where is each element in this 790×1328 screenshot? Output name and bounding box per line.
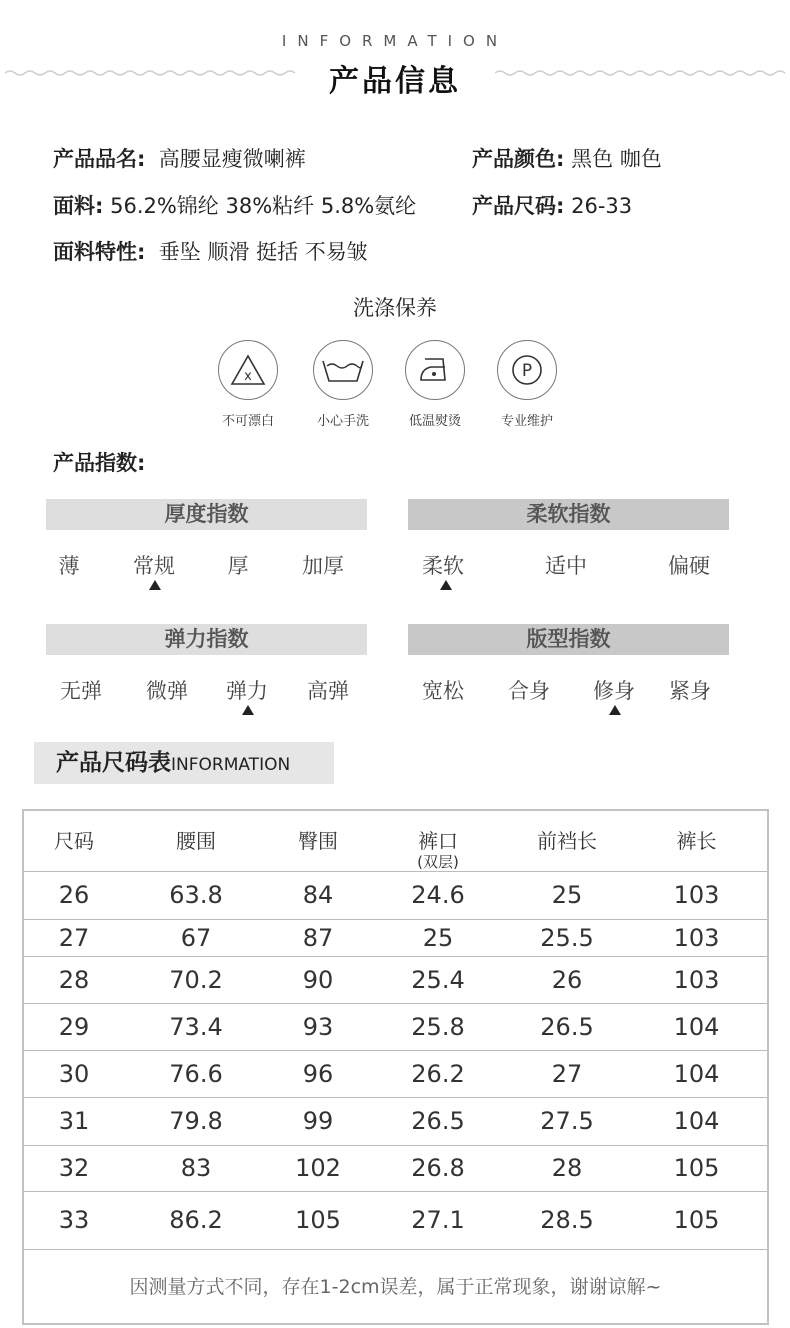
- care-item-no-bleach: [198, 340, 298, 429]
- care-label: 低温熨烫: [408, 414, 461, 429]
- measurement-note: 因测量方式不同，存在1-2cm误差，属于正常现象，谢谢谅解~: [129, 1276, 662, 1298]
- cell-waist: 83: [180, 1154, 212, 1182]
- thickness-option-thin: 薄: [58, 554, 80, 578]
- cell-front-rise: 27: [551, 1059, 583, 1088]
- softness-option-medium: 适中: [545, 554, 587, 578]
- cell-leg-opening: 25.4: [411, 965, 465, 994]
- care-item-low-iron: [385, 340, 485, 429]
- professional-care-icon: [497, 340, 557, 400]
- cell-leg-opening: 25: [422, 923, 454, 952]
- cell-size: 30: [58, 1059, 90, 1088]
- fit-option-tight: 紧身: [669, 679, 711, 703]
- cell-waist: 63.8: [169, 881, 223, 909]
- cell-hip: 93: [302, 1012, 334, 1041]
- cell-hip: 84: [302, 881, 334, 909]
- cell-leg-opening: 25.8: [411, 1012, 465, 1041]
- cell-size: 27: [58, 923, 90, 952]
- cell-leg-opening: 26.8: [411, 1154, 465, 1182]
- cell-waist: 79.8: [169, 1107, 223, 1135]
- product-color-row: [472, 143, 662, 173]
- cell-waist: 67: [180, 923, 212, 952]
- fit-option-regular: 合身: [508, 679, 550, 703]
- fit-index-title: 版型指数: [408, 624, 729, 655]
- decorative-wave-right: [495, 68, 790, 78]
- softness-option-soft: 柔软: [422, 554, 464, 578]
- product-name-value: 高腰显瘦微喇裤: [158, 147, 306, 171]
- fabric-feature-row: [53, 236, 368, 266]
- no-bleach-icon: [218, 340, 278, 400]
- table-row: [24, 919, 767, 956]
- low-iron-icon: [405, 340, 465, 400]
- header-hip: 臀围: [298, 829, 338, 853]
- cell-length: 105: [673, 1154, 720, 1182]
- section-subtitle-en: INFORMATION: [281, 32, 509, 50]
- cell-length: 105: [673, 1206, 720, 1234]
- svg-text:x: x: [244, 369, 252, 384]
- cell-front-rise: 26: [551, 965, 583, 994]
- cell-size: 31: [58, 1107, 90, 1135]
- header-length: 裤长: [676, 829, 717, 853]
- cell-front-rise: 26.5: [540, 1012, 594, 1041]
- care-label: 专业维护: [500, 414, 553, 429]
- header-waist: 腰围: [176, 829, 216, 853]
- size-chart-title: [34, 742, 334, 784]
- size-chart-title-en: INFORMATION: [171, 755, 291, 775]
- cell-hip: 105: [295, 1206, 341, 1234]
- thickness-option-regular: 常规: [133, 554, 175, 578]
- cell-front-rise: 28: [551, 1154, 583, 1182]
- cell-size: 33: [58, 1206, 90, 1234]
- softness-option-hard: 偏硬: [668, 554, 710, 578]
- fabric-value: 56.2%锦纶 38%粘纤 5.8%氨纶: [110, 194, 417, 218]
- size-range-label: 产品尺码:: [472, 194, 565, 218]
- table-row: [24, 1191, 767, 1249]
- cell-leg-opening: 26.5: [411, 1107, 465, 1135]
- elasticity-option-slight: 微弹: [146, 679, 188, 703]
- cell-front-rise: 28.5: [540, 1206, 594, 1234]
- cell-size: 26: [58, 881, 90, 909]
- table-row: [24, 1050, 767, 1097]
- cell-hip: 99: [302, 1107, 334, 1135]
- cell-size: 29: [58, 1012, 90, 1041]
- elasticity-option-elastic: 弹力: [226, 679, 268, 703]
- elasticity-option-high: 高弹: [307, 679, 349, 703]
- cell-front-rise: 25: [551, 881, 583, 909]
- fabric-row: [53, 190, 416, 220]
- product-name-row: [53, 143, 306, 173]
- size-range-value: 26-33: [571, 194, 633, 218]
- header-leg-opening: [368, 825, 508, 871]
- care-label: 小心手洗: [316, 414, 369, 429]
- cell-front-rise: 25.5: [540, 923, 594, 952]
- header-front-rise: 前裆长: [537, 829, 597, 853]
- fabric-label: 面料:: [53, 194, 104, 218]
- fabric-feature-label: 面料特性:: [53, 240, 146, 264]
- selected-indicator-triangle: [609, 705, 621, 715]
- cell-leg-opening: 27.1: [411, 1206, 465, 1234]
- cell-front-rise: 27.5: [540, 1107, 594, 1135]
- care-item-hand-wash: [293, 340, 393, 429]
- cell-waist: 70.2: [169, 965, 223, 994]
- cell-waist: 86.2: [169, 1206, 223, 1234]
- cell-hip: 90: [302, 965, 334, 994]
- product-name-label: 产品品名:: [53, 147, 146, 171]
- cell-length: 104: [673, 1107, 720, 1135]
- page-title: 产品信息: [329, 64, 461, 99]
- cell-length: 103: [673, 965, 720, 994]
- header-leg-opening-label: 裤口: [418, 829, 458, 853]
- cell-length: 103: [673, 881, 720, 909]
- cell-hip: 96: [302, 1059, 334, 1088]
- table-header-row: [24, 811, 767, 871]
- elasticity-option-none: 无弹: [60, 679, 102, 703]
- fit-option-slim: 修身: [593, 679, 635, 703]
- cell-waist: 73.4: [169, 1012, 223, 1041]
- size-range-row: [472, 190, 632, 220]
- product-color-value: 黑色 咖色: [571, 147, 662, 171]
- selected-indicator-triangle: [440, 580, 452, 590]
- cell-leg-opening: 24.6: [411, 881, 465, 909]
- fabric-feature-value: 垂坠 顺滑 挺括 不易皱: [158, 240, 368, 264]
- product-color-label: 产品颜色:: [472, 147, 565, 171]
- fit-option-loose: 宽松: [422, 679, 464, 703]
- hand-wash-icon: [313, 340, 373, 400]
- thickness-option-extra-thick: 加厚: [302, 554, 344, 578]
- cell-length: 104: [673, 1059, 720, 1088]
- thickness-index-title: 厚度指数: [46, 499, 367, 530]
- care-item-professional: [477, 340, 577, 429]
- table-row: [24, 956, 767, 1003]
- index-title: 产品指数:: [53, 451, 146, 475]
- cell-leg-opening: 26.2: [411, 1059, 465, 1088]
- elasticity-index-title: 弹力指数: [46, 624, 367, 655]
- cell-hip: 102: [295, 1154, 341, 1182]
- header-leg-opening-sub: (双层): [417, 853, 459, 871]
- care-title: 洗涤保养: [353, 296, 437, 320]
- softness-index-title: 柔软指数: [408, 499, 729, 530]
- care-label: 不可漂白: [221, 414, 274, 429]
- cell-length: 103: [673, 923, 720, 952]
- svg-text:P: P: [521, 361, 533, 381]
- row-divider: [24, 1249, 767, 1250]
- table-row: [24, 1097, 767, 1145]
- header-size: 尺码: [54, 829, 94, 853]
- table-row: [24, 1145, 767, 1191]
- selected-indicator-triangle: [149, 580, 161, 590]
- cell-size: 32: [58, 1154, 90, 1182]
- thickness-option-thick: 厚: [227, 554, 249, 578]
- table-row: [24, 1003, 767, 1050]
- table-row: [24, 871, 767, 919]
- cell-waist: 76.6: [169, 1059, 223, 1088]
- selected-indicator-triangle: [242, 705, 254, 715]
- size-table: [22, 809, 769, 1325]
- cell-size: 28: [58, 965, 90, 994]
- cell-length: 104: [673, 1012, 720, 1041]
- size-chart-title-cn: 产品尺码表: [56, 750, 171, 776]
- cell-hip: 87: [302, 923, 334, 952]
